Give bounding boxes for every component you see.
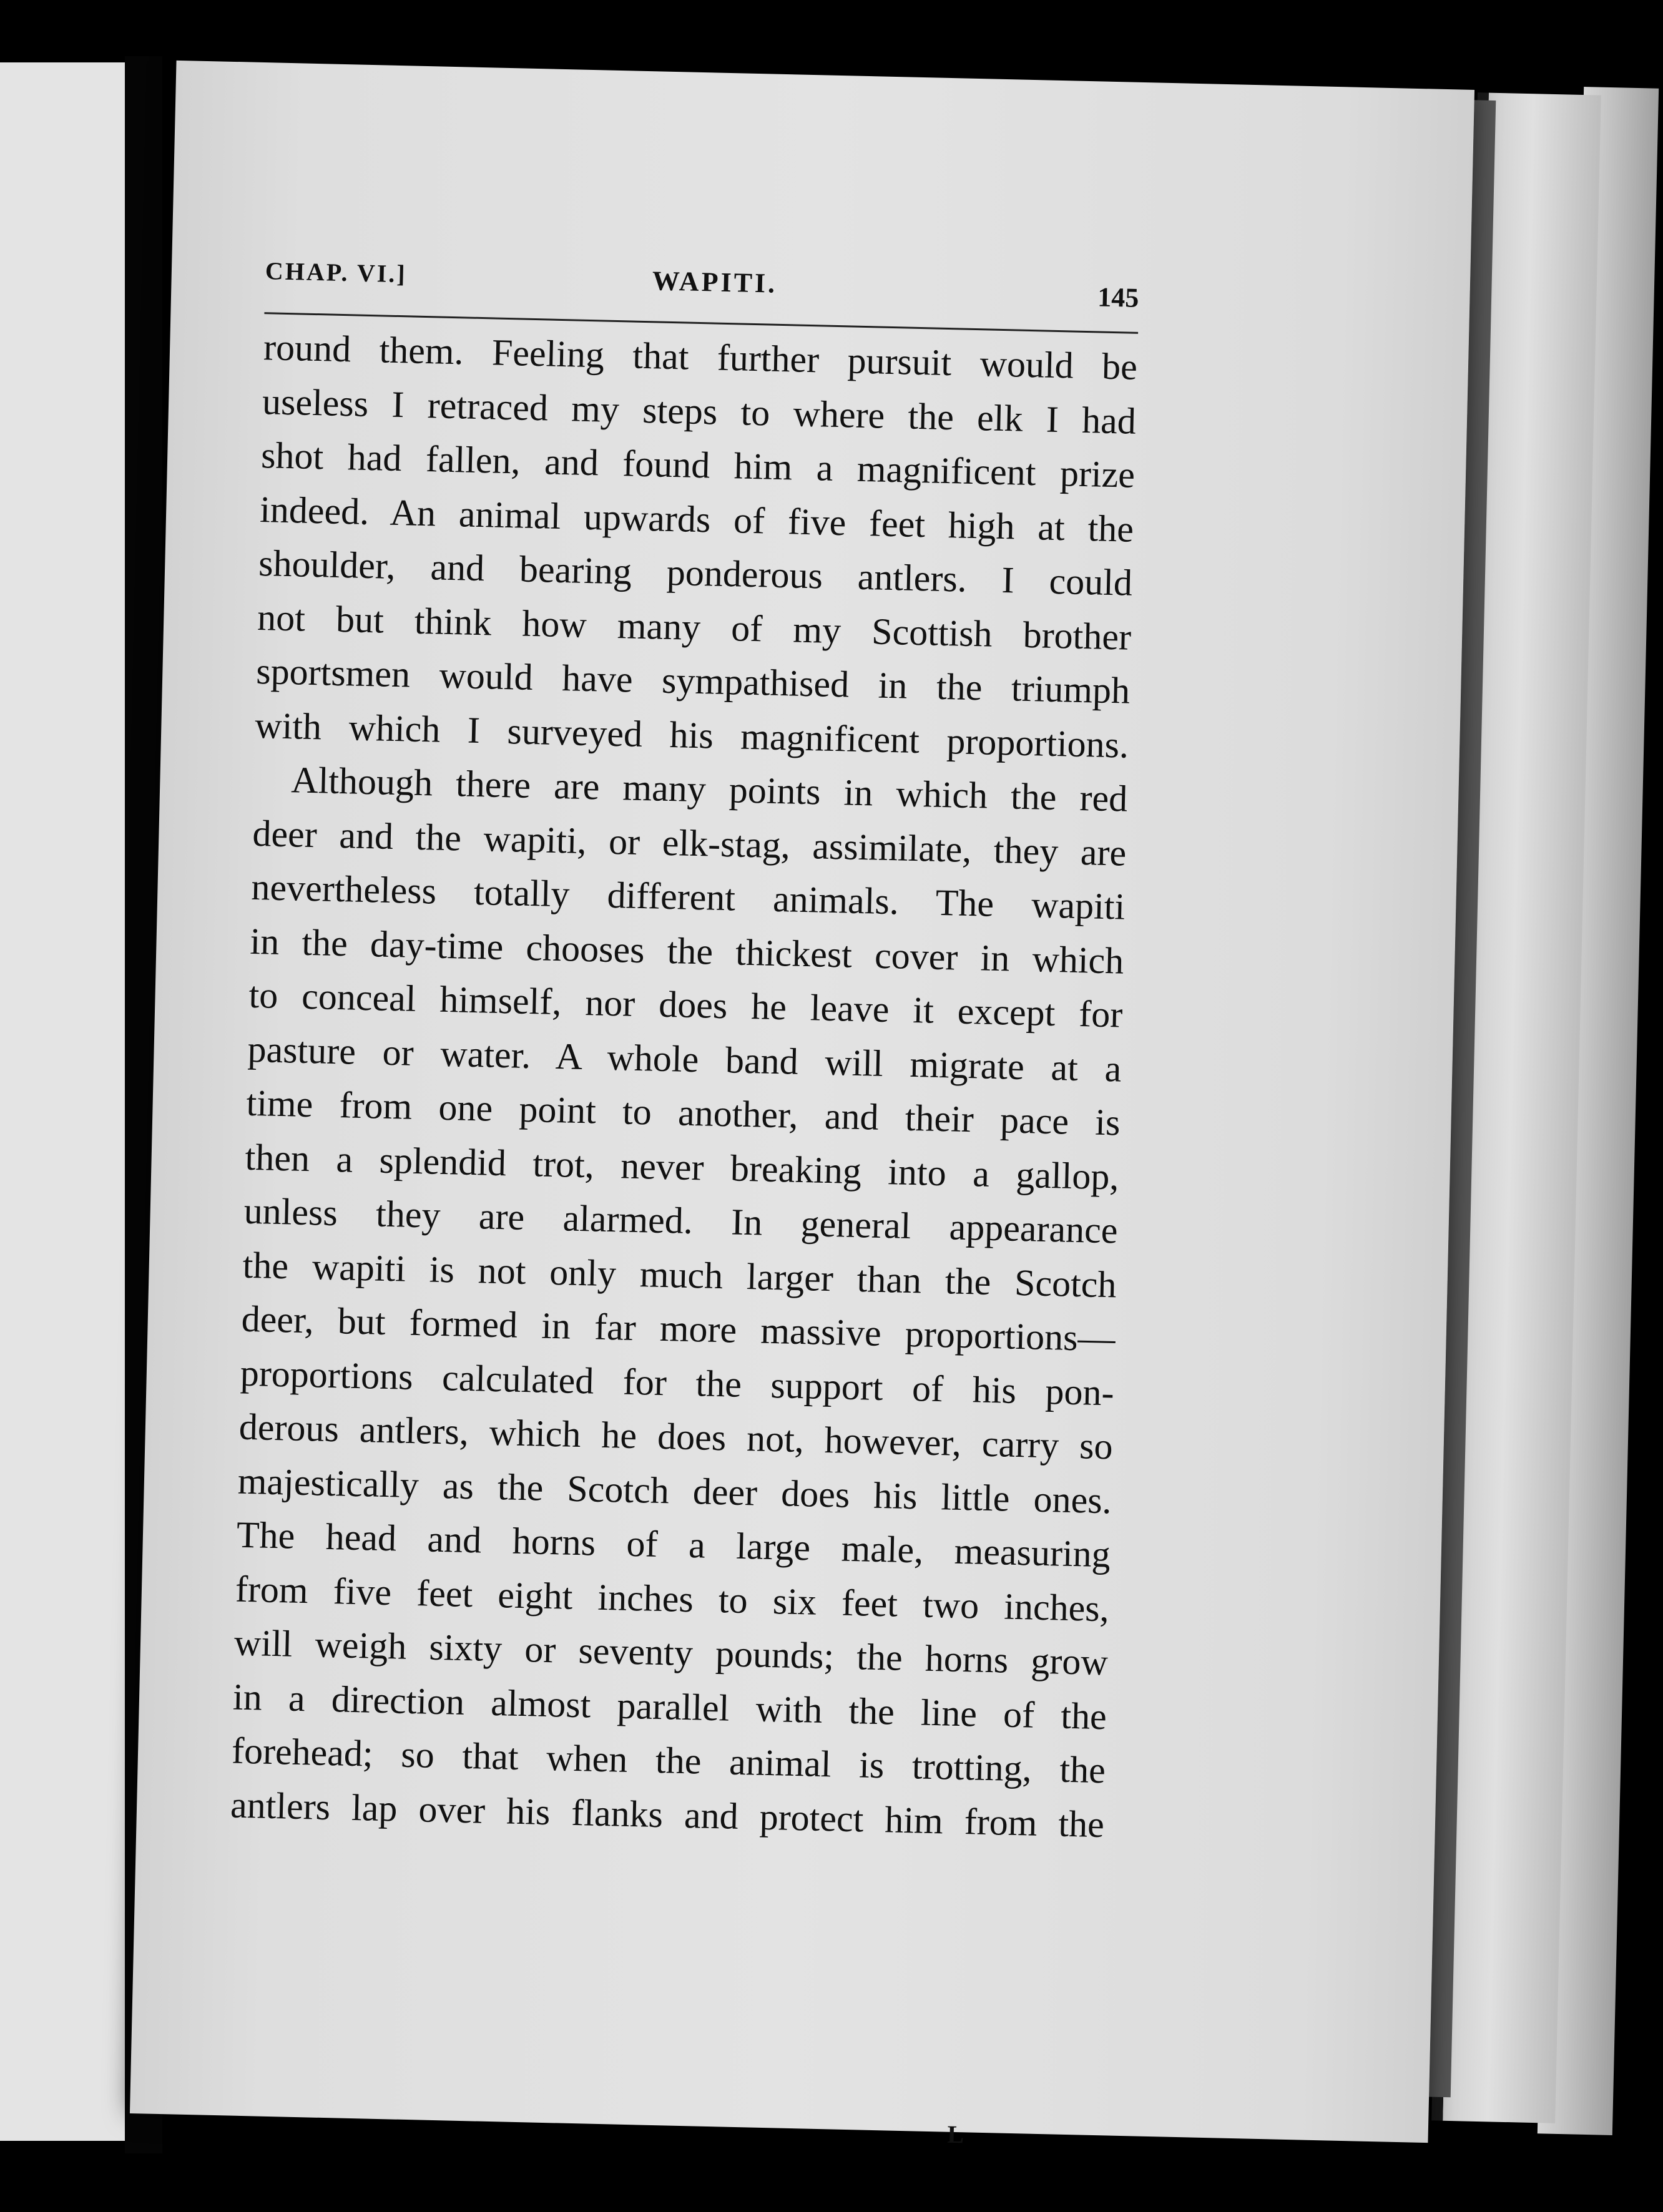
chapter-label: CHAP. VI.]	[265, 257, 408, 288]
page-number: 145	[1097, 281, 1139, 313]
text-line: indeed. An animal upwards of five feet high at the	[259, 488, 1134, 550]
text-line: with which I surveyed his magnificent proportions.	[254, 704, 1129, 766]
paragraph-2	[230, 752, 1128, 1851]
text-line: pasture or water. A whole band will migrate at a	[247, 1028, 1122, 1090]
text-line: shot had fallen, and found him a magnificent prize	[260, 434, 1136, 496]
book-page	[130, 61, 1474, 2149]
text-line: shoulder, and bearing ponderous antlers. I could	[258, 542, 1133, 604]
paragraph-1	[254, 320, 1137, 772]
text-line: unless they are alarmed. In general appearance	[243, 1190, 1119, 1251]
text-line: deer and the wapiti, or elk-stag, assimilate, they are	[252, 812, 1127, 874]
text-line: deer, but formed in far more massive proportions—	[241, 1298, 1116, 1359]
text-line: then a splendid trot, never breaking into a gallop,	[245, 1136, 1120, 1198]
text-line: in the day-time chooses the thickest cover in which	[249, 920, 1125, 982]
text-line: the wapiti is not only much larger than the Scotch	[242, 1244, 1117, 1305]
text-line: in a direction almost parallel with the line of the	[232, 1676, 1107, 1737]
text-line: not but think how many of my Scottish brother	[257, 596, 1132, 658]
text-line: forehead; so that when the animal is trotting, the	[231, 1730, 1106, 1791]
text-line: majestically as the Scotch deer does his little ones.	[237, 1460, 1112, 1521]
text-line: derous antlers, which he does not, however, carry so	[238, 1406, 1114, 1467]
page-content	[230, 256, 1139, 2149]
text-line: useless I retraced my steps to where the elk I had	[262, 380, 1137, 442]
text-line: nevertheless totally different animals. The wapiti	[250, 866, 1126, 927]
text-line: from five feet eight inches to six feet two inches,	[235, 1568, 1110, 1629]
page-title: WAPITI.	[652, 265, 778, 299]
text-line: will weigh sixty or seventy pounds; the horns grow	[233, 1622, 1109, 1683]
signature-mark: L	[947, 2120, 964, 2149]
text-line: antlers lap over his flanks and protect him from the	[230, 1784, 1105, 1845]
text-line: The head and horns of a large male, measuring	[236, 1514, 1111, 1575]
text-line: to conceal himself, nor does he leave it except for	[248, 974, 1124, 1035]
text-line: Although there are many points in which the red	[290, 759, 1128, 820]
text-line: round them. Feeling that further pursuit would be	[263, 326, 1138, 388]
body-text	[230, 320, 1138, 1851]
text-line: time from one point to another, and their pace is	[245, 1082, 1121, 1143]
left-page-edge	[0, 62, 141, 2141]
text-line: sportsmen would have sympathised in the triumph	[255, 650, 1131, 712]
text-line: proportions calculated for the support of his pon-	[240, 1352, 1115, 1413]
